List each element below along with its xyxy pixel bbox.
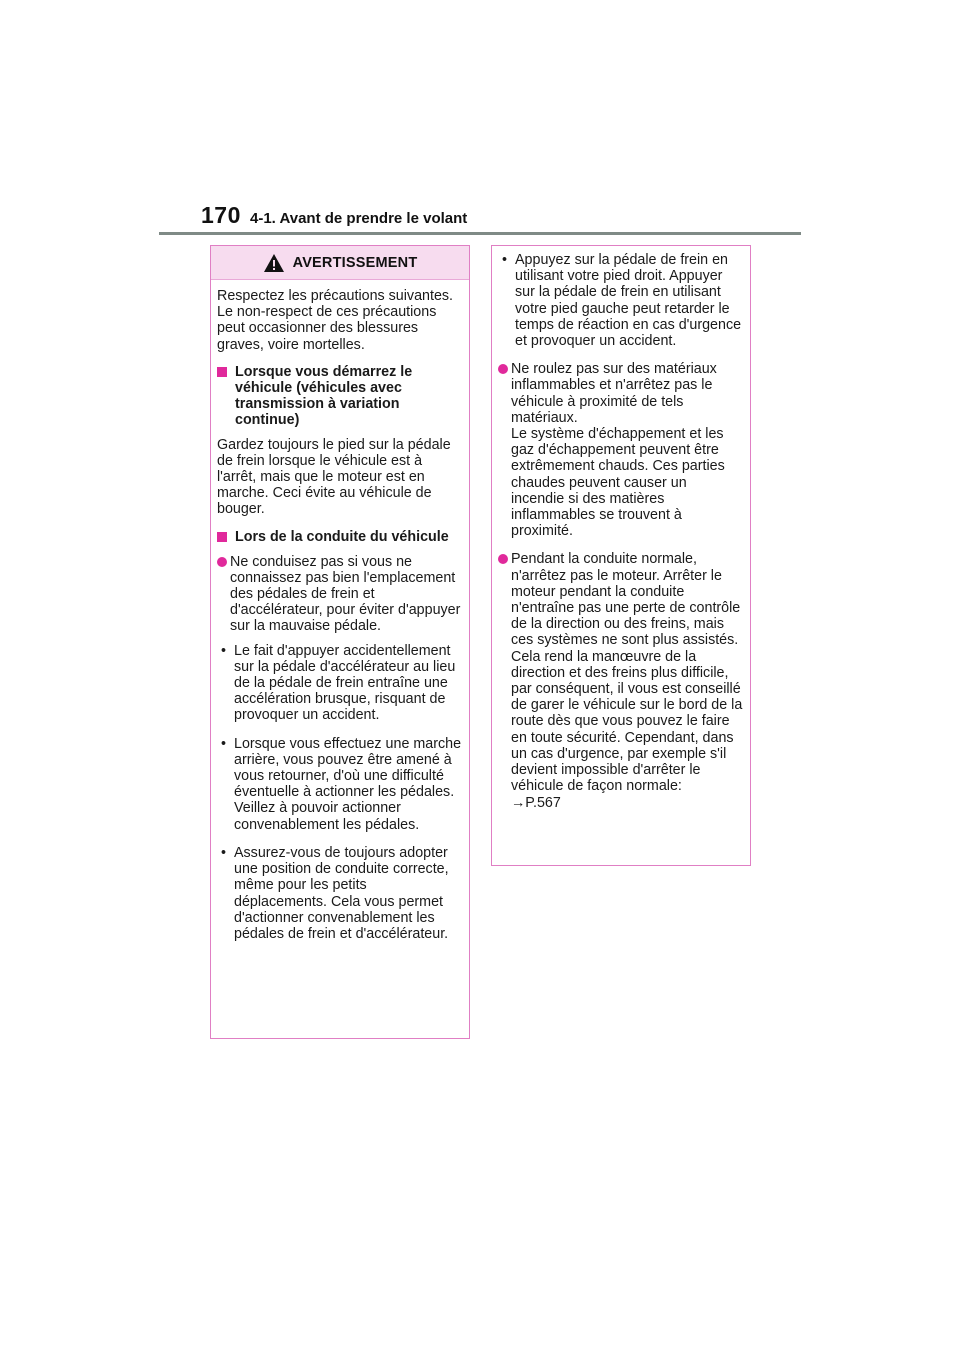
list-item: [498, 252, 743, 349]
small-bullet-icon: •: [220, 735, 226, 752]
section-heading-text: Lorsque vous démarrez le véhicule (véhicules avec transmission à variation continue): [235, 363, 413, 429]
list-item: [217, 845, 462, 942]
small-bullet-icon: •: [501, 252, 507, 268]
list-item-text: Assurez-vous de toujours adopter une position de conduite correcte, même pour les petits déplacements. Cela vous permet d'actionner convenablement les pédales de frein et d'accélérateur.: [234, 844, 449, 942]
page-number: 170: [201, 202, 241, 228]
list-item: [217, 643, 462, 724]
circle-bullet-icon: [498, 361, 511, 539]
list-item-text: Le fait d'appuyer accidentellement sur la pédale d'accélérateur au lieu de la pédale de frein entraîne une accélération brusque, risquant de provoquer un accident.: [234, 642, 456, 724]
list-item-text: [511, 551, 743, 810]
warning-box-right: [491, 245, 751, 866]
list-item-text: Lorsque vous effectuez une marche arrière, vous pouvez être amené à vous retourner, d'où une difficulté éventuelle à actionner les pédales. Veillez à pouvoir actionner convenablement les pédales.: [234, 735, 462, 833]
square-bullet-icon: [217, 364, 230, 429]
section-heading-driving: [217, 529, 462, 546]
small-bullet-icon: •: [220, 844, 226, 861]
list-item-text: Ne roulez pas sur des matériaux inflammables et n'arrêtez pas le véhicule à proximité de tels matériaux. Le système d'échappement et les gaz d'échappement peuvent être extrêmement chauds. Ces parties chaudes peuvent causer un incendie si des matières inflammables se trouvent à proximité.: [511, 361, 725, 540]
list-item-body: Pendant la conduite normale, n'arrêtez pas le moteur. Arrêter le moteur pendant la conduite n'entraîne pas une perte de contrôle de la direction ou des freins, mais ces systèmes ne sont plus assistés. Cela rend la manœuvre de la direction et des freins plus difficile, par conséquent, il vous est conseillé de garer le véhicule sur le bord de la route dès que vous pouvez le faire en toute sécurité. Cependant, dans un cas d'urgence, par exemple s'il devient impossible d'arrêter le véhicule de façon normale:: [511, 551, 743, 795]
warning-box-left: [210, 245, 470, 1039]
list-item: [498, 551, 743, 810]
list-item-text: Ne conduisez pas si vous ne connaissez pas bien l'emplacement des pédales de frein et d'accélérateur, pour éviter d'appuyer sur la mauvaise pédale.: [230, 553, 461, 635]
section-heading-text: Lors de la conduite du véhicule: [235, 528, 449, 545]
circle-bullet-icon: [217, 554, 230, 635]
list-item: [498, 361, 743, 539]
warning-triangle-icon: [263, 253, 285, 273]
list-item-text: Appuyez sur la pédale de frein en utilisant votre pied droit. Appuyer sur la pédale de frein en utilisant votre pied gauche peut retarder le temps de réaction en cas d'urgence et provoquer un accident.: [515, 252, 742, 350]
page-reference-link[interactable]: →P.567: [511, 794, 561, 811]
section-heading-start: [217, 364, 462, 429]
list-item: [217, 554, 462, 635]
warning-title: AVERTISSEMENT: [292, 254, 418, 271]
list-item: [217, 736, 462, 833]
square-bullet-icon: [217, 529, 230, 546]
section-paragraph: Gardez toujours le pied sur la pédale de frein lorsque le véhicule est à l'arrêt, mais que le moteur est en marche. Ceci évite au véhicule de bouger.: [217, 436, 451, 518]
circle-bullet-icon: [498, 551, 511, 810]
warning-header: [211, 246, 469, 280]
small-bullet-icon: •: [220, 642, 226, 659]
section-title: 4-1. Avant de prendre le volant: [250, 210, 468, 227]
header-rule: [159, 232, 801, 235]
warning-intro: Respectez les précautions suivantes. Le non-respect de ces précautions peut occasionner des blessures graves, voire mortelles.: [217, 288, 454, 353]
